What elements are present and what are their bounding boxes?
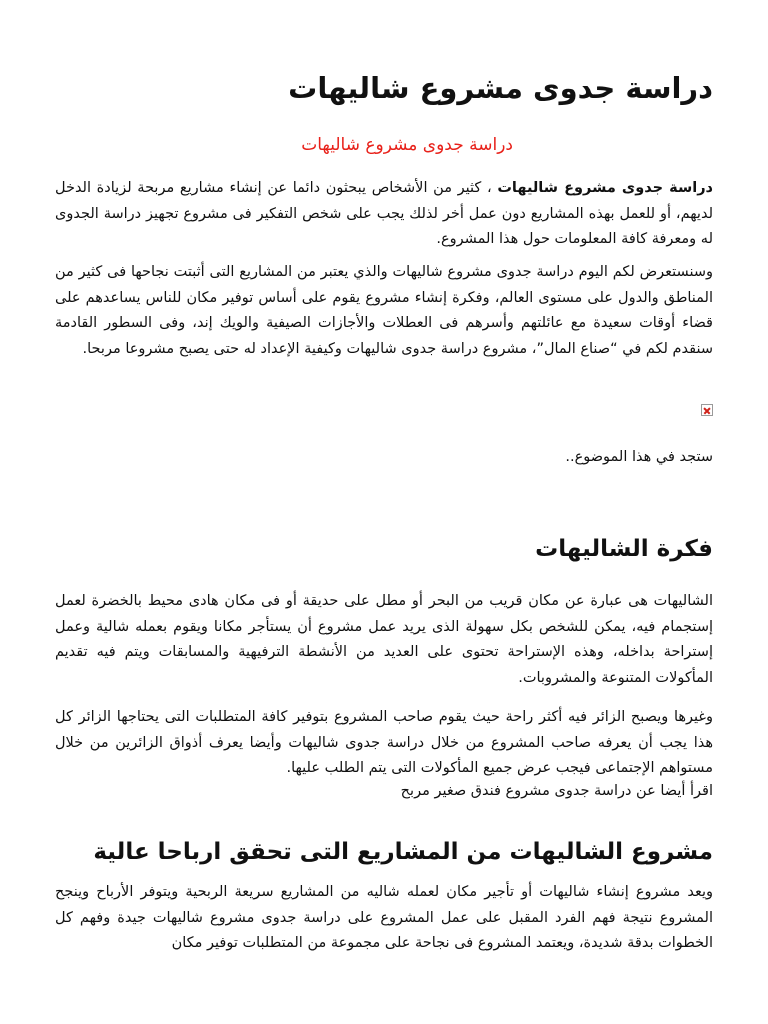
intro-lead: دراسة جدوى مشروع شاليهات (497, 180, 713, 196)
broken-image-icon (701, 404, 713, 416)
page-title: دراسة جدوى مشروع شاليهات (288, 71, 713, 105)
page-subtitle: دراسة جدوى مشروع شاليهات (301, 135, 513, 155)
read-also-link[interactable]: اقرأ أيضا عن دراسة جدوى مشروع فندق صغير مربح (400, 783, 713, 799)
idea-paragraph-1: الشاليهات هى عبارة عن مكان قريب من البحر أو مطل على حديقة أو فى مكان هادى محيط بالخضرة لعمل إستجمام فيه، يمكن للشخص بكل سهولة الذى يريد عمل مشروع أن يستأجر مكانا ويقوم بعمله شالية وعمل إستراحة بداخله، وهذه الإستراحة تحتوى على العديد من الأنشطة الترفيهية والمسابقات ويتم فيه تقديم المأكولات المتنوعة والمشروبات. (55, 593, 713, 686)
overview-paragraph: وسنستعرض لكم اليوم دراسة جدوى مشروع شاليهات والذي يعتبر من المشاريع التى أثبتت نجاحها فى كثير من المناطق والدول على مستوى العالم، وفكرة إنشاء مشروع يقوم على أساس توفير مكان للناس يساعدهم على قضاء أوقات سعيدة مع عائلتهم وأسرهم فى العطلات والأجازات الصيفية والويك إند، وفى السطور القادمة سنقدم لكم في “صناع المال”، مشروع دراسة جدوى شاليهات وكيفية الإعداد له حتى يصبح مشروعا مربحا. (55, 264, 713, 357)
topic-note: ستجد في هذا الموضوع.. (565, 449, 713, 465)
section-heading-profits: مشروع الشاليهات من المشاريع التى تحقق ارباحا عالية (93, 839, 713, 865)
section-heading-idea: فكرة الشاليهات (535, 536, 713, 562)
intro-text: ، كثير من الأشخاص يبحثون دائما عن إنشاء مشاريع مربحة لزيادة الدخل لديهم، أو للعمل بهذه المشاريع دون عمل أخر لذلك يجب على شخص التفكير فى مشروع تجهيز دراسة الجدوى له ومعرفة كافة المعلومات حول هذا المشروع. (55, 180, 713, 247)
profits-paragraph: ويعد مشروع إنشاء شاليهات أو تأجير مكان لعمله شاليه من المشاريع سريعة الربحية ويتوفر الأرباح وينجح المشروع نتيجة فهم الفرد المقبل على عمل المشروع على دراسة جدوى مشروع شاليهات جيدة وفهم كل الخطوات بدقة شديدة، ويعتمد المشروع فى نجاحة على مجموعة من المتطلبات توفير مكان (55, 884, 713, 951)
idea-paragraph-2: وغيرها ويصبح الزائر فيه أكثر راحة حيث يقوم صاحب المشروع بتوفير كافة المتطلبات التى يحتاجها الزائر كل هذا يجب أن يعرفه صاحب المشروع من خلال دراسة جدوى شاليهات وأيضا يعرف أذواق الزائرين من خلال مستواهم الإجتماعى فيجب عرض جميع المأكولات التى يتم الطلب عليها. (55, 709, 713, 776)
intro-paragraph (55, 176, 713, 253)
